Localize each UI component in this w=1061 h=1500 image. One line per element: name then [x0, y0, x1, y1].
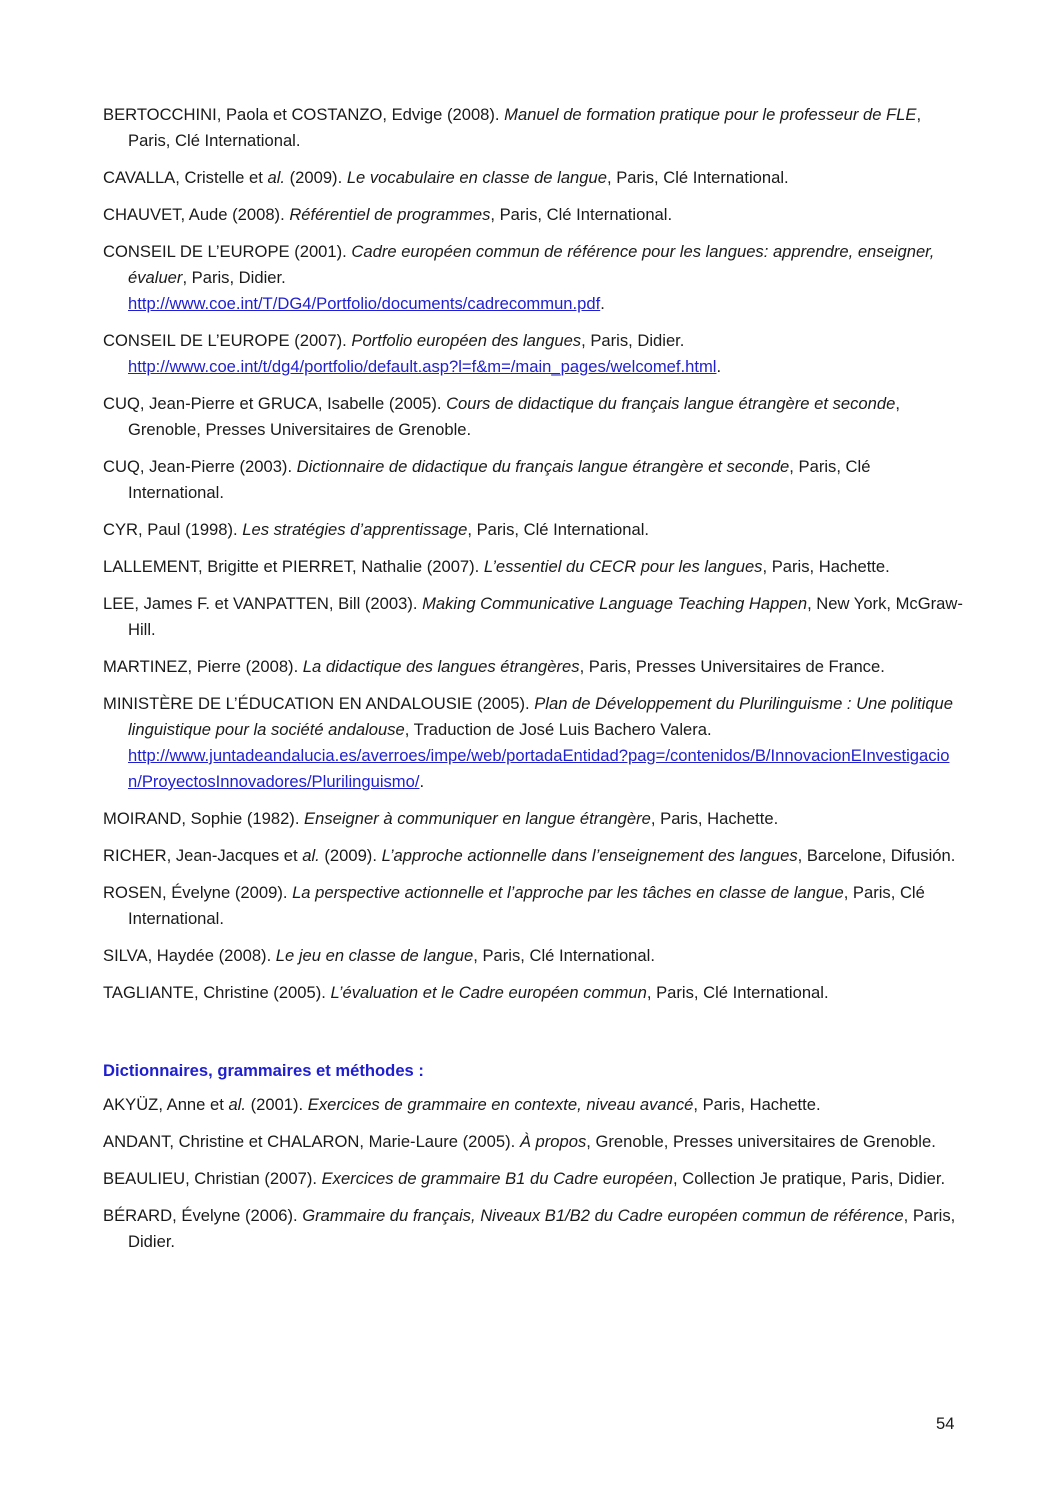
reference-year: (2009). [319, 846, 382, 865]
reference-publisher: , Paris, Hachette. [693, 1095, 821, 1114]
reference-entry [103, 1129, 963, 1155]
reference-entry [103, 943, 963, 969]
reference-title: Making Communicative Language Teaching Happen [422, 594, 808, 613]
reference-title: L’approche actionnelle dans l’enseignement des langues [381, 846, 798, 865]
section-heading: Dictionnaires, grammaires et méthodes : [103, 1061, 424, 1080]
reference-entry [103, 1092, 963, 1118]
reference-title: Enseigner à communiquer en langue étrangère [304, 809, 651, 828]
bibliography-page [103, 102, 963, 1266]
reference-publisher: , Collection Je pratique, Paris, Didier. [673, 1169, 946, 1188]
reference-title: À propos [519, 1132, 587, 1151]
reference-title: Manuel de formation pratique pour le professeur de FLE [504, 105, 917, 124]
reference-author: TAGLIANTE, Christine (2005). [103, 983, 331, 1002]
reference-publisher: , Paris, Hachette. [762, 557, 890, 576]
reference-publisher: , New York, McGraw-Hill. [128, 594, 963, 639]
reference-title: L’évaluation et le Cadre européen commun [330, 983, 647, 1002]
reference-title: Plan de Développement du Plurilinguisme : Une politique linguistique pour la société andalouse [128, 694, 954, 739]
reference-author: CUQ, Jean-Pierre (2003). [103, 457, 297, 476]
reference-publisher: , Paris, Presses Universitaires de France. [579, 657, 885, 676]
reference-year: (2001). [245, 1095, 308, 1114]
reference-title: La perspective actionnelle et l’approche par les tâches en classe de langue [292, 883, 844, 902]
reference-author: RICHER, Jean-Jacques et [103, 846, 303, 865]
reference-end: . [419, 772, 425, 791]
reference-publisher: , Paris, Didier. [128, 1206, 956, 1251]
reference-list-dictionaries [103, 1092, 963, 1255]
reference-title: L’essentiel du CECR pour les langues [483, 557, 763, 576]
reference-publisher: , Grenoble, Presses Universitaires de Grenoble. [128, 394, 900, 439]
reference-entry [103, 165, 963, 191]
reference-title: Cadre européen commun de référence pour les langues: apprendre, enseigner, évaluer [128, 242, 935, 287]
reference-title: Grammaire du français, Niveaux B1/B2 du Cadre européen commun de référence [302, 1206, 904, 1225]
reference-author: SILVA, Haydée (2008). [103, 946, 276, 965]
reference-publisher: , Barcelone, Difusión. [797, 846, 956, 865]
reference-author: ANDANT, Christine et CHALARON, Marie-Laure (2005). [103, 1132, 520, 1151]
reference-link[interactable]: http://www.juntadeandalucia.es/averroes/impe/web/portadaEntidad?pag=/contenidos/B/InnovacionEInvestigacion/ProyectosInnovadores/Plurilinguismo/ [128, 746, 950, 791]
reference-publisher: , Paris, Clé International. [128, 883, 925, 928]
reference-author: AKYÜZ, Anne et [103, 1095, 229, 1114]
reference-author-italic: al. [302, 846, 320, 865]
reference-title: Portfolio européen des langues [351, 331, 582, 350]
reference-author: CONSEIL DE L’EUROPE (2001). [103, 242, 352, 261]
reference-entry [103, 591, 963, 643]
reference-entry [103, 980, 963, 1006]
reference-author: LALLEMENT, Brigitte et PIERRET, Nathalie (2007). [103, 557, 484, 576]
reference-publisher: , Paris, Clé International. [128, 105, 922, 150]
reference-list [103, 102, 963, 1006]
reference-author: CONSEIL DE L’EUROPE (2007). [103, 331, 352, 350]
reference-author: MOIRAND, Sophie (1982). [103, 809, 305, 828]
reference-title: Cours de didactique du français langue étrangère et seconde [446, 394, 896, 413]
reference-entry [103, 1166, 963, 1192]
reference-entry [103, 843, 963, 869]
reference-entry [103, 102, 963, 154]
reference-author-italic: al. [267, 168, 285, 187]
reference-entry [103, 517, 963, 543]
reference-end: . [600, 294, 605, 313]
reference-entry [103, 1203, 963, 1255]
reference-author-italic: al. [228, 1095, 246, 1114]
reference-title: Dictionnaire de didactique du français langue étrangère et seconde [296, 457, 790, 476]
reference-publisher: , Paris, Didier. [581, 331, 685, 350]
reference-author: CYR, Paul (1998). [103, 520, 243, 539]
reference-title: Le vocabulaire en classe de langue [346, 168, 607, 187]
reference-entry [103, 328, 963, 380]
reference-title: Exercices de grammaire B1 du Cadre européen [321, 1169, 673, 1188]
reference-author: BERTOCCHINI, Paola et COSTANZO, Edvige (2008). [103, 105, 505, 124]
reference-publisher: , Paris, Hachette. [650, 809, 779, 828]
reference-entry [103, 806, 963, 832]
reference-title: Exercices de grammaire en contexte, niveau avancé [307, 1095, 694, 1114]
reference-entry [103, 654, 963, 680]
reference-entry [103, 202, 963, 228]
reference-author: BEAULIEU, Christian (2007). [103, 1169, 322, 1188]
reference-entry [103, 554, 963, 580]
reference-entry [103, 391, 963, 443]
reference-publisher: , Paris, Clé International. [490, 205, 673, 224]
reference-publisher: , Paris, Clé International. [467, 520, 650, 539]
reference-publisher: , Traduction de José Luis Bachero Valera. [404, 720, 712, 739]
reference-publisher: , Paris, Clé International. [128, 457, 871, 502]
reference-publisher: , Grenoble, Presses universitaires de Grenoble. [586, 1132, 936, 1151]
reference-author: MINISTÈRE DE L’ÉDUCATION EN ANDALOUSIE (2005). [103, 694, 535, 713]
reference-author: CUQ, Jean-Pierre et GRUCA, Isabelle (2005). [103, 394, 447, 413]
reference-link[interactable]: http://www.coe.int/T/DG4/Portfolio/documents/cadrecommun.pdf [128, 294, 601, 313]
reference-publisher: , Paris, Didier. [182, 268, 286, 287]
reference-end: . [716, 357, 722, 376]
page-number: 54 [936, 1414, 955, 1433]
reference-title: Le jeu en classe de langue [275, 946, 474, 965]
reference-link[interactable]: http://www.coe.int/t/dg4/portfolio/default.asp?l=f&m=/main_pages/welcomef.html [128, 357, 717, 376]
reference-author: ROSEN, Évelyne (2009). [103, 883, 293, 902]
reference-publisher: , Paris, Clé International. [646, 983, 829, 1002]
reference-author: CAVALLA, Cristelle et [103, 168, 268, 187]
reference-author: BÉRARD, Évelyne (2006). [103, 1206, 303, 1225]
reference-title: La didactique des langues étrangères [302, 657, 580, 676]
reference-publisher: , Paris, Clé International. [473, 946, 655, 965]
reference-entry [103, 239, 963, 317]
reference-publisher: , Paris, Clé International. [606, 168, 789, 187]
reference-title: Référentiel de programmes [289, 205, 491, 224]
reference-author: MARTINEZ, Pierre (2008). [103, 657, 303, 676]
reference-entry [103, 880, 963, 932]
reference-author: LEE, James F. et VANPATTEN, Bill (2003). [103, 594, 423, 613]
reference-year: (2009). [285, 168, 347, 187]
reference-title: Les stratégies d’apprentissage [242, 520, 468, 539]
reference-entry [103, 691, 963, 795]
reference-author: CHAUVET, Aude (2008). [103, 205, 290, 224]
reference-entry [103, 454, 963, 506]
